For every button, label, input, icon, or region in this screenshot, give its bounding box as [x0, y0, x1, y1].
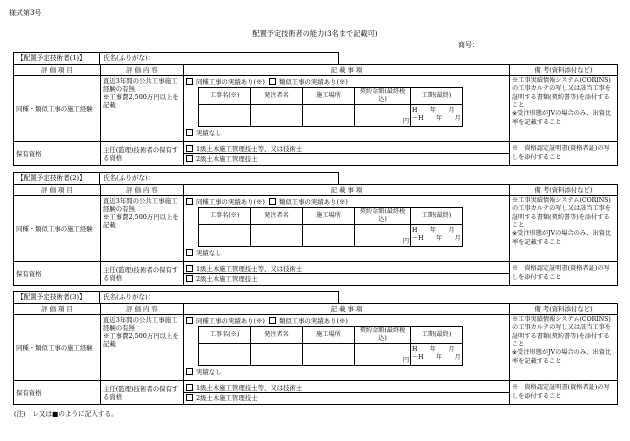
- experience-remarks: ※工事実績情報システム(CORINS)の工事カルテの写し又は該当工事を証明する書類(契約書等)を添付すること ※受注形態がJVの場合のみ、出資比率を記載すること: [510, 315, 618, 381]
- same-work-checkbox[interactable]: [186, 198, 193, 205]
- grade1-label: 1級土木施工管理技士等、又は技術士: [196, 264, 303, 273]
- col-location: 施工場所: [303, 88, 355, 105]
- col-work-name: 工事名(※): [199, 88, 251, 105]
- contract-amount-cell[interactable]: 円: [355, 343, 411, 365]
- no-record-checkbox[interactable]: [186, 129, 193, 136]
- qualification-remarks: ※ 資格認定証明書(資格者証)の写しを添付すること: [510, 381, 618, 405]
- grade1-checkbox[interactable]: [186, 384, 193, 391]
- footnote: (注) レ又は■のように記入する。: [14, 410, 118, 418]
- col-period: 工期(最終): [411, 88, 463, 105]
- grade2-checkbox[interactable]: [186, 394, 193, 401]
- name-furigana-field[interactable]: 氏名(ふりがな)：: [100, 172, 339, 184]
- work-name-cell[interactable]: [199, 224, 251, 246]
- grade2-checkbox[interactable]: [186, 155, 193, 162]
- experience-item: 同種・類似工事の施工経験: [14, 76, 101, 142]
- same-work-label: 同種工事の実績あり(※): [196, 198, 265, 206]
- qualification-item: 保有資格: [14, 142, 101, 166]
- grade1-label: 1級土木施工管理技士等、又は技術士: [196, 383, 303, 392]
- col-period: 工期(最終): [411, 327, 463, 344]
- technician-section-3: [13, 291, 617, 405]
- section-label: 【配置予定技術者(3)】: [13, 291, 100, 303]
- header-item: 評 価 項 目: [14, 304, 101, 315]
- header-content: 評 価 内 容: [101, 304, 184, 315]
- similar-work-checkbox[interactable]: [269, 317, 276, 324]
- grade1-checkbox[interactable]: [186, 265, 193, 272]
- same-work-label: 同種工事の実績あり(※): [196, 317, 265, 325]
- similar-work-checkbox[interactable]: [269, 198, 276, 205]
- orderer-cell[interactable]: [251, 343, 303, 365]
- contract-amount-cell[interactable]: 円: [355, 224, 411, 246]
- work-name-cell[interactable]: [199, 343, 251, 365]
- col-location: 施工場所: [303, 208, 355, 225]
- col-contract-amount: 契約金額(最終税込): [355, 88, 411, 105]
- col-orderer: 発注者名: [251, 327, 303, 344]
- qualification-content: 主任(監理)技術者の保有する資格: [101, 142, 184, 166]
- col-orderer: 発注者名: [251, 208, 303, 225]
- experience-item: 同種・類似工事の施工経験: [14, 315, 101, 381]
- col-work-name: 工事名(※): [199, 208, 251, 225]
- qualification-item: 保有資格: [14, 262, 101, 286]
- name-furigana-field[interactable]: 氏名(ふりがな)：: [100, 291, 339, 303]
- name-furigana-field[interactable]: 氏名(ふりがな)：: [100, 52, 339, 64]
- no-record-label: 実績なし: [196, 128, 222, 137]
- grade2-label: 2級土木施工管理技士: [196, 154, 258, 163]
- experience-item: 同種・類似工事の施工経験: [14, 196, 101, 262]
- grade2-label: 2級土木施工管理技士: [196, 274, 258, 283]
- grade2-label: 2級土木施工管理技士: [196, 393, 258, 402]
- work-name-cell[interactable]: [199, 104, 251, 126]
- header-details: 記 載 事 項: [184, 65, 510, 76]
- page-title: 配置予定技術者の能力(3名まで記載可): [252, 29, 378, 38]
- similar-work-label: 類似工事の実績あり(※): [278, 198, 348, 206]
- work-record-table: [198, 87, 463, 127]
- section-label: 【配置予定技術者(2)】: [13, 172, 100, 184]
- same-work-checkbox[interactable]: [186, 78, 193, 85]
- technician-section-2: [13, 172, 617, 286]
- col-period: 工期(最終): [411, 208, 463, 225]
- location-cell[interactable]: [303, 343, 355, 365]
- same-work-checkbox[interactable]: [186, 317, 193, 324]
- no-record-checkbox[interactable]: [186, 368, 193, 375]
- header-remarks: 備 考(資料添付など): [510, 304, 618, 315]
- evaluation-table: [13, 303, 618, 405]
- trader-name-label: 商号：: [458, 41, 479, 49]
- period-cell[interactable]: H 年 月 ～H 年 月: [411, 104, 463, 126]
- evaluation-table: [13, 184, 618, 286]
- qualification-content: 主任(監理)技術者の保有する資格: [101, 262, 184, 286]
- location-cell[interactable]: [303, 224, 355, 246]
- grade1-checkbox[interactable]: [186, 145, 193, 152]
- header-details: 記 載 事 項: [184, 185, 510, 196]
- header-remarks: 備 考(資料添付など): [510, 185, 618, 196]
- no-record-label: 実績なし: [196, 367, 222, 376]
- period-cell[interactable]: H 年 月 ～H 年 月: [411, 343, 463, 365]
- work-record-table: [198, 326, 463, 366]
- similar-work-label: 類似工事の実績あり(※): [278, 317, 348, 325]
- period-cell[interactable]: H 年 月 ～H 年 月: [411, 224, 463, 246]
- work-record-table: [198, 207, 463, 247]
- header-details: 記 載 事 項: [184, 304, 510, 315]
- header-content: 評 価 内 容: [101, 65, 184, 76]
- experience-content: 直近3年間の公共工事施工経験の有無 ※工事費2,500万円以上を記載: [101, 196, 184, 262]
- similar-work-checkbox[interactable]: [269, 78, 276, 85]
- experience-content: 直近3年間の公共工事施工経験の有無 ※工事費2,500万円以上を記載: [101, 315, 184, 381]
- experience-remarks: ※工事実績情報システム(CORINS)の工事カルテの写し又は該当工事を証明する書類(契約書等)を添付すること ※受注形態がJVの場合のみ、出資比率を記載すること: [510, 196, 618, 262]
- header-content: 評 価 内 容: [101, 185, 184, 196]
- experience-remarks: ※工事実績情報システム(CORINS)の工事カルテの写し又は該当工事を証明する書類(契約書等)を添付すること ※受注形態がJVの場合のみ、出資比率を記載すること: [510, 76, 618, 142]
- technician-section-1: [13, 52, 617, 166]
- orderer-cell[interactable]: [251, 224, 303, 246]
- header-item: 評 価 項 目: [14, 65, 101, 76]
- evaluation-table: [13, 64, 618, 166]
- col-contract-amount: 契約金額(最終税込): [355, 327, 411, 344]
- grade2-checkbox[interactable]: [186, 275, 193, 282]
- qualification-content: 主任(監理)技術者の保有する資格: [101, 381, 184, 405]
- form-number: 様式第3号: [9, 9, 42, 17]
- grade1-label: 1級土木施工管理技士等、又は技術士: [196, 144, 303, 153]
- col-orderer: 発注者名: [251, 88, 303, 105]
- no-record-checkbox[interactable]: [186, 249, 193, 256]
- header-remarks: 備 考(資料添付など): [510, 65, 618, 76]
- same-work-label: 同種工事の実績あり(※): [196, 78, 265, 86]
- qualification-remarks: ※ 資格認定証明書(資格者証)の写しを添付すること: [510, 262, 618, 286]
- no-record-label: 実績なし: [196, 248, 222, 257]
- header-item: 評 価 項 目: [14, 185, 101, 196]
- col-contract-amount: 契約金額(最終税込): [355, 208, 411, 225]
- qualification-item: 保有資格: [14, 381, 101, 405]
- qualification-remarks: ※ 資格認定証明書(資格者証)の写しを添付すること: [510, 142, 618, 166]
- col-location: 施工場所: [303, 327, 355, 344]
- orderer-cell[interactable]: [251, 104, 303, 126]
- section-label: 【配置予定技術者(1)】: [13, 52, 100, 64]
- col-work-name: 工事名(※): [199, 327, 251, 344]
- location-cell[interactable]: [303, 104, 355, 126]
- experience-content: 直近3年間の公共工事施工経験の有無 ※工事費2,500万円以上を記載: [101, 76, 184, 142]
- similar-work-label: 類似工事の実績あり(※): [278, 78, 348, 86]
- contract-amount-cell[interactable]: 円: [355, 104, 411, 126]
